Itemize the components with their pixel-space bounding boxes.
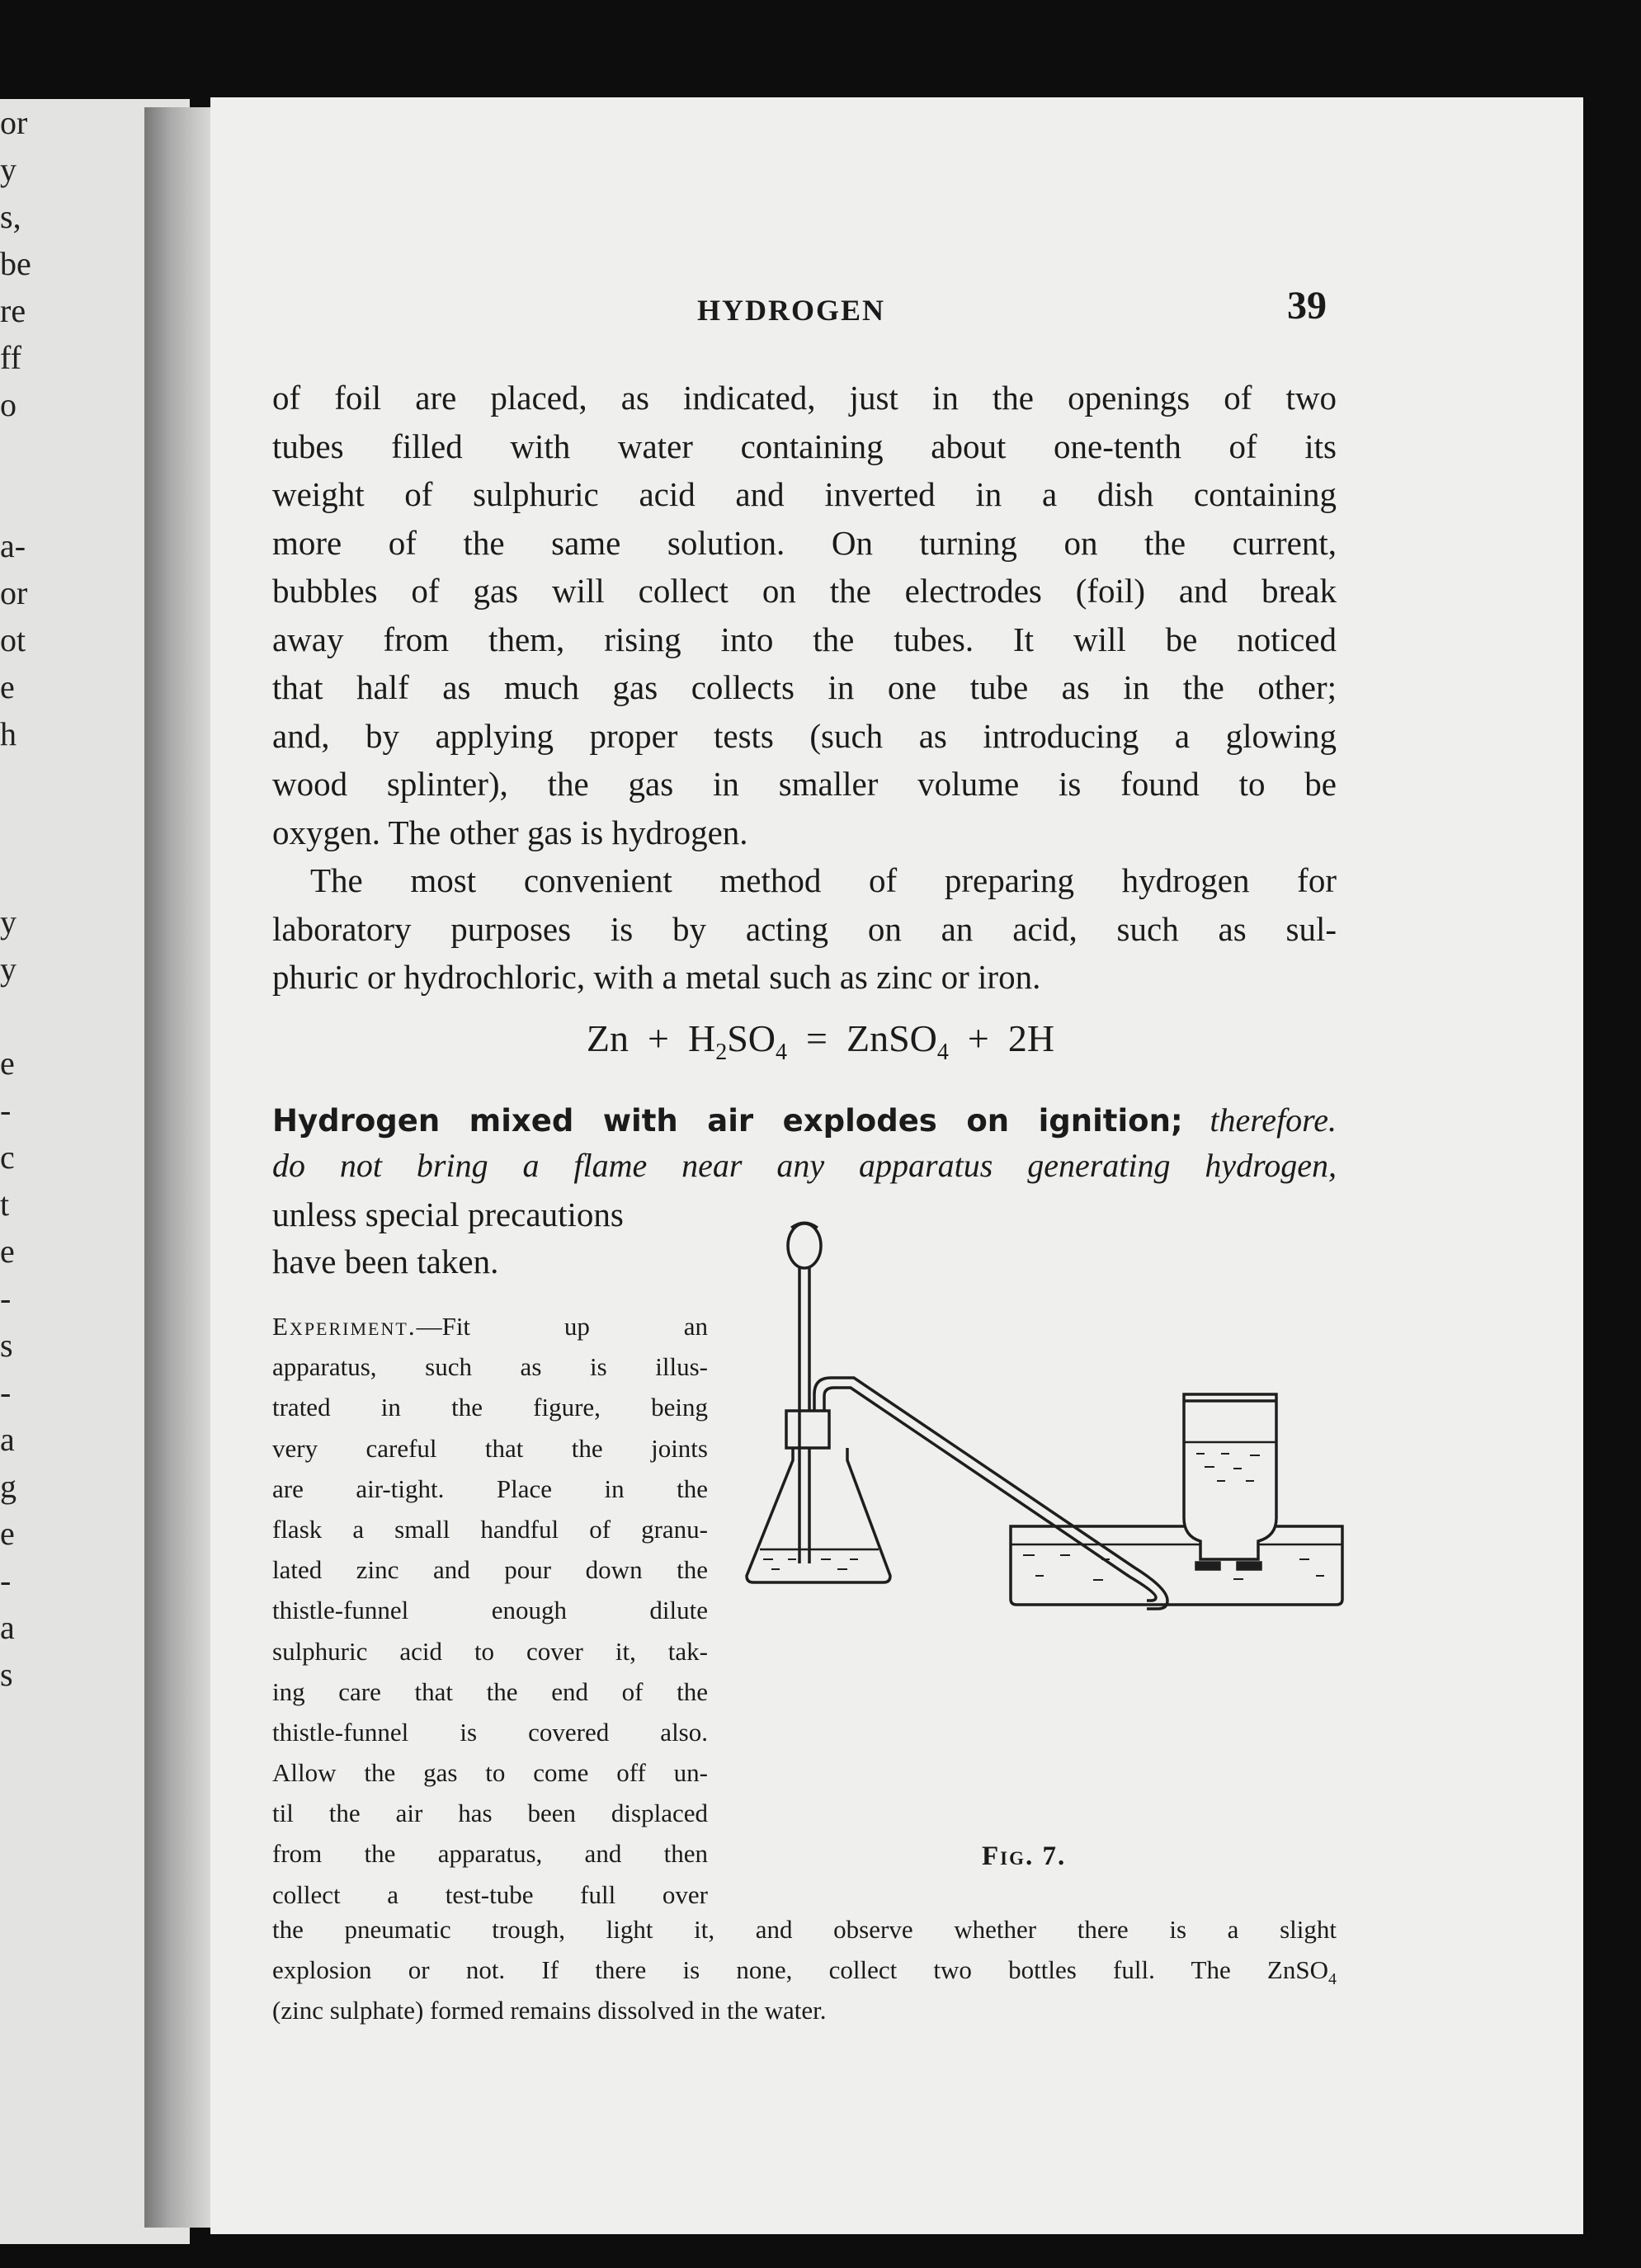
left-page-glyph: t bbox=[0, 1186, 10, 1223]
experiment-tail-line: the pneumatic trough, light it, and observe whether there is a slight bbox=[272, 1915, 1337, 1944]
left-page-glyph bbox=[0, 428, 50, 475]
left-page-glyph: ff bbox=[0, 339, 21, 376]
left-page-glyph: c bbox=[0, 1139, 15, 1176]
equation-subscript: 4 bbox=[936, 1040, 949, 1066]
page-number: 39 bbox=[1287, 284, 1327, 328]
pneumatic-trough bbox=[1011, 1526, 1342, 1605]
conical-flask bbox=[747, 1411, 890, 1582]
experiment-line: til the air has been displaced bbox=[272, 1799, 708, 1828]
equation-term: SO bbox=[727, 1017, 776, 1059]
body-line: phuric or hydrochloric, with a metal such as zinc or iron. bbox=[272, 958, 1041, 996]
left-page-glyph: a bbox=[0, 1421, 15, 1458]
left-page-glyph: e bbox=[0, 668, 15, 705]
warning-paragraph bbox=[272, 1097, 1337, 1188]
left-page-glyph bbox=[0, 757, 50, 804]
left-page-glyph: h bbox=[0, 715, 17, 752]
experiment-line bbox=[272, 1306, 708, 1346]
experiment-line: flask a small handful of granu- bbox=[272, 1514, 708, 1544]
running-head: HYDROGEN bbox=[697, 294, 886, 327]
left-page-glyph: y bbox=[0, 903, 17, 941]
experiment-line-text: —Fit up an bbox=[416, 1312, 708, 1341]
equation-term: ZnSO bbox=[846, 1017, 937, 1059]
experiment-line: thistle-funnel is covered also. bbox=[272, 1717, 708, 1747]
left-page-glyph: s bbox=[0, 1656, 13, 1693]
equation-term: H bbox=[687, 1017, 716, 1059]
left-page-glyph bbox=[0, 851, 50, 898]
experiment-tail-line: (zinc sulphate) formed remains dissolved in the water. bbox=[272, 1996, 827, 2025]
equation-subscript: 4 bbox=[776, 1040, 788, 1066]
thistle-funnel bbox=[788, 1223, 821, 1563]
warning-italic-text: therefore. bbox=[1210, 1101, 1337, 1139]
body-line: wood splinter), the gas in smaller volume is found to be bbox=[272, 765, 1337, 803]
apparatus-figure bbox=[738, 1213, 1349, 1823]
left-page-glyph: a- bbox=[0, 527, 26, 564]
experiment-line: lated zinc and pour down the bbox=[272, 1555, 708, 1585]
experiment-tail-line bbox=[272, 1950, 1337, 1990]
experiment-line: Allow the gas to come off un- bbox=[272, 1758, 708, 1788]
equation-term: 2H bbox=[1007, 1017, 1055, 1059]
delivery-tube bbox=[814, 1378, 1167, 1609]
equation-operator: + bbox=[648, 1017, 669, 1059]
left-page-glyph: s bbox=[0, 1327, 13, 1364]
left-page-glyph: e bbox=[0, 1044, 15, 1082]
left-page-cut-text bbox=[0, 99, 50, 1698]
experiment-line: very careful that the joints bbox=[272, 1433, 708, 1463]
body-line: and, by applying proper tests (such as introducing a glowing bbox=[272, 716, 1337, 755]
body-paragraphs bbox=[272, 374, 1337, 1002]
experiment-tail-subscript: 4 bbox=[1328, 1970, 1337, 1989]
warning-continuation bbox=[272, 1191, 710, 1285]
left-page-glyph: a bbox=[0, 1609, 15, 1646]
body-line: that half as much gas collects in one tube as in the other; bbox=[272, 668, 1337, 706]
equation-operator: = bbox=[806, 1017, 828, 1059]
book-gutter bbox=[144, 107, 219, 2228]
left-page-glyph: re bbox=[0, 292, 26, 329]
warning-continuation-line: unless special precautions bbox=[272, 1195, 624, 1233]
body-line: away from them, rising into the tubes. It will be noticed bbox=[272, 620, 1337, 658]
left-page-glyph: g bbox=[0, 1468, 17, 1505]
warning-line-1 bbox=[272, 1097, 1337, 1143]
warning-continuation-line: have been taken. bbox=[272, 1242, 499, 1280]
collecting-bottle bbox=[1184, 1394, 1276, 1569]
body-line: tubes filled with water containing about one-tenth of its bbox=[272, 427, 1337, 465]
body-line: weight of sulphuric acid and inverted in a dish containing bbox=[272, 475, 1337, 513]
left-page-glyph: e bbox=[0, 1233, 15, 1270]
body-line: The most convenient method of preparing hydrogen for bbox=[310, 861, 1337, 899]
body-line: oxygen. The other gas is hydrogen. bbox=[272, 813, 748, 851]
left-page-glyph: be bbox=[0, 245, 31, 282]
experiment-line: sulphuric acid to cover it, tak- bbox=[272, 1636, 708, 1666]
experiment-line: trated in the figure, being bbox=[272, 1393, 708, 1422]
experiment-continuation bbox=[272, 1909, 1337, 2030]
left-page-glyph: or bbox=[0, 104, 28, 141]
body-line: bubbles of gas will collect on the electrodes (foil) and break bbox=[272, 572, 1337, 610]
left-page-glyph: ot bbox=[0, 621, 26, 658]
body-line: of foil are placed, as indicated, just in the openings of two bbox=[272, 379, 1337, 417]
left-page-glyph: o bbox=[0, 386, 17, 423]
equation-term: Zn bbox=[586, 1017, 630, 1059]
left-page-glyph: s, bbox=[0, 198, 21, 235]
experiment-line: are air-tight. Place in the bbox=[272, 1473, 708, 1503]
figure-caption bbox=[982, 1841, 1066, 1872]
experiment-line: ing care that the end of the bbox=[272, 1676, 708, 1706]
body-line: laboratory purposes is by acting on an acid, such as sul- bbox=[272, 909, 1337, 948]
experiment-line: apparatus, such as is illus- bbox=[272, 1352, 708, 1382]
experiment-line: thistle-funnel enough dilute bbox=[272, 1596, 708, 1625]
experiment-paragraph bbox=[272, 1306, 708, 1915]
figure-caption-text: Fig. 7. bbox=[982, 1841, 1067, 1871]
left-page-glyph: y bbox=[0, 151, 17, 188]
body-line: more of the same solution. On turning on the current, bbox=[272, 523, 1337, 562]
equation-operator: + bbox=[967, 1017, 989, 1059]
left-page-glyph: or bbox=[0, 574, 28, 611]
left-page-glyph: e bbox=[0, 1515, 15, 1552]
left-page-glyph: y bbox=[0, 950, 17, 988]
warning-italic-line: do not bring a flame near any apparatus generating hydrogen, bbox=[272, 1147, 1337, 1184]
left-page-glyph: - bbox=[0, 1374, 12, 1411]
left-page-glyph: - bbox=[0, 1562, 12, 1599]
warning-bold-text: Hydrogen mixed with air explodes on ignition; bbox=[272, 1103, 1183, 1139]
left-page-glyph: - bbox=[0, 1092, 12, 1129]
experiment-line: from the apparatus, and then bbox=[272, 1839, 708, 1869]
experiment-tail-text: explosion or not. If there is none, collect two bottles full. The ZnSO bbox=[272, 1955, 1328, 1984]
experiment-label: Experiment. bbox=[272, 1312, 417, 1341]
experiment-line: collect a test-tube full over bbox=[272, 1879, 708, 1909]
left-page-glyph: - bbox=[0, 1280, 12, 1317]
chemical-equation bbox=[0, 1016, 1641, 1066]
left-page-glyph bbox=[0, 475, 50, 522]
left-page-glyph bbox=[0, 804, 50, 851]
equation-subscript: 2 bbox=[715, 1040, 728, 1066]
